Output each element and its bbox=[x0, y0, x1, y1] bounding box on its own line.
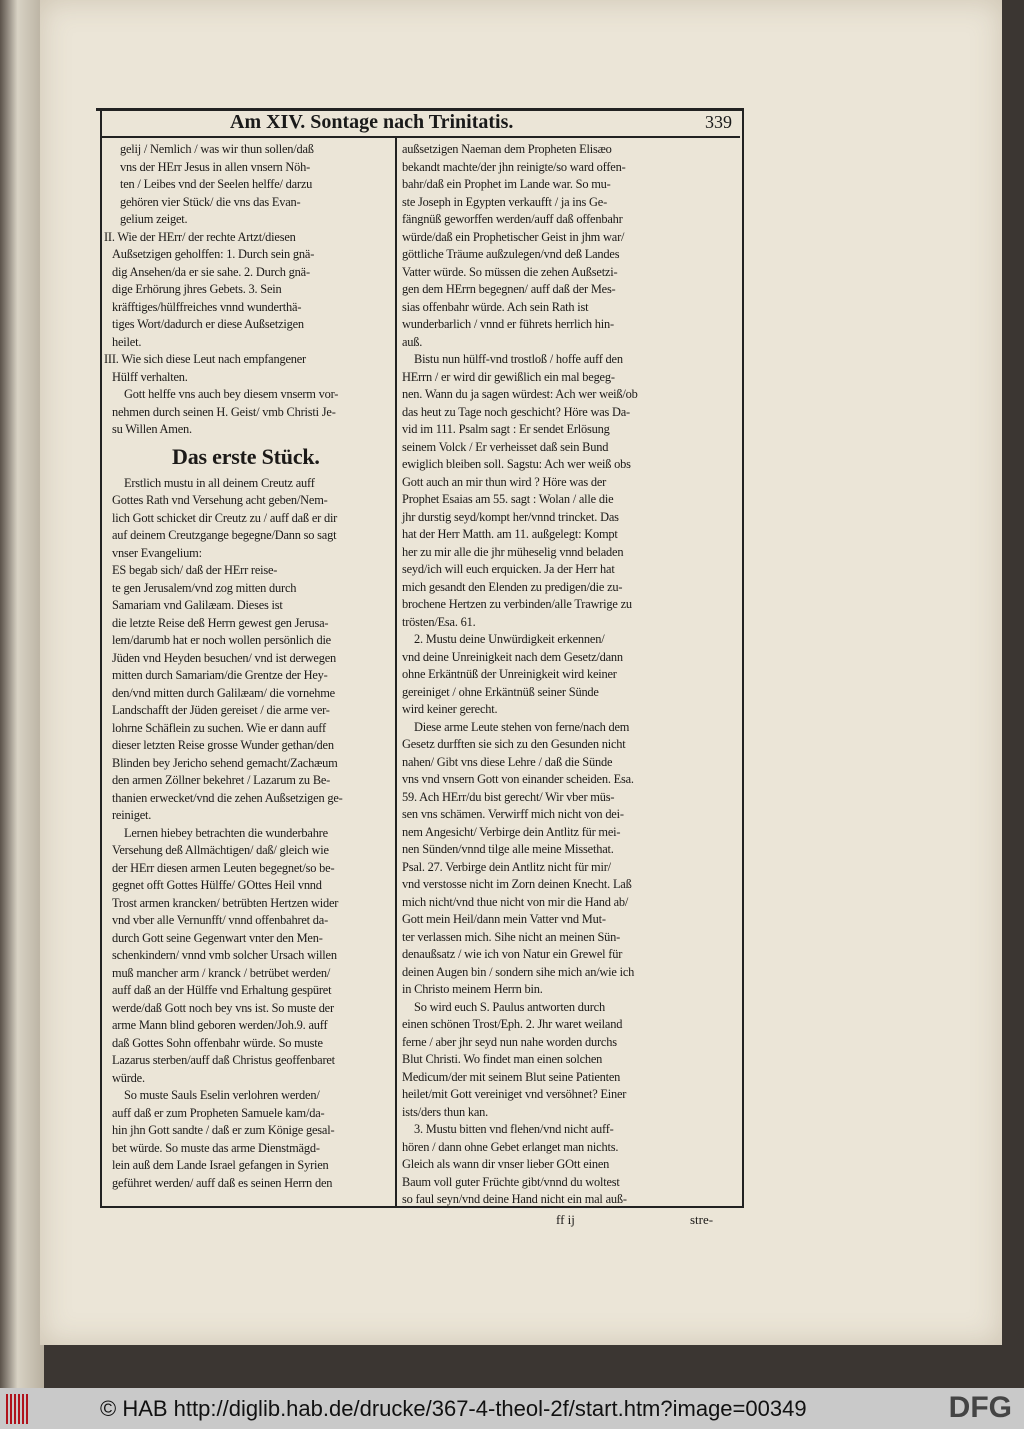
text-line: Medicum/der mit seinem Blut seine Patienten bbox=[402, 1069, 621, 1084]
text-line: Erstlich mustu in all deinem Creutz auff bbox=[124, 475, 315, 490]
text-line: mich gesandt den Elenden zu predigen/die zu- bbox=[402, 579, 623, 594]
text-line: 2. Mustu deine Unwürdigkeit erkennen/ bbox=[414, 632, 605, 646]
text-line: gen dem HErrn begegnen/ auff daß der Mes- bbox=[402, 282, 616, 296]
text-line: Gott mein Heil/dann mein Vatter vnd Mut- bbox=[402, 912, 606, 926]
text-line: ohne Erkäntnüß der Unreinigkeit wird keiner bbox=[402, 667, 617, 681]
text-line: wird keiner gerecht. bbox=[402, 702, 498, 716]
text-line: Prophet Esaias am 55. sagt : Wolan / alle die bbox=[402, 492, 614, 506]
text-line: Diese arme Leute stehen von ferne/nach dem bbox=[414, 719, 630, 734]
text-line: sen vns schämen. Verwirff mich nicht von dei- bbox=[402, 807, 624, 821]
text-line: werde/daß Gott noch bey vns ist. So muste der bbox=[112, 1000, 334, 1015]
text-line: dige Erhörung jhres Gebets. 3. Sein bbox=[112, 282, 282, 296]
text-line: ten / Leibes vnd der Seelen helffe/ darzu bbox=[120, 177, 313, 191]
text-line: hat der Herr Matth. am 11. außgelegt: Kompt bbox=[402, 527, 618, 541]
text-line: brochene Hertzen zu verbinden/alle Trawrige zu bbox=[402, 597, 632, 611]
right-column bbox=[402, 141, 736, 1209]
text-line: seinem Volck / Er verheisset daß sein Bund bbox=[402, 439, 609, 454]
text-line: so faul seyn/vnd deine Hand nicht ein mal auß- bbox=[402, 1192, 627, 1206]
text-line: nem Angesicht/ Verbirge dein Antlitz für mei- bbox=[402, 824, 621, 839]
text-line: fängnüß geworffen werden/auff daß offenbahr bbox=[402, 212, 623, 226]
text-line: vnd verstosse nicht im Zorn deinen Knecht. Laß bbox=[402, 877, 632, 891]
text-line: muß mancher arm / kranck / betrübet werden/ bbox=[112, 965, 331, 980]
catchword: stre- bbox=[690, 1212, 714, 1227]
text-line: Gott helffe vns auch bey diesem vnserm vor- bbox=[124, 387, 339, 401]
credit-bar bbox=[0, 1388, 1024, 1429]
text-line: die letzte Reise deß Herrn gewest gen Jerusa- bbox=[112, 615, 329, 630]
text-line: te gen Jerusalem/vnd zog mitten durch bbox=[112, 580, 297, 595]
text-line: bekandt machte/der jhn reinigte/so ward offen- bbox=[402, 159, 626, 174]
text-line: Samariam vnd Galilæam. Dieses ist bbox=[112, 598, 283, 612]
text-line: wunderbarlich / vnnd er führets herrlich hin- bbox=[402, 317, 614, 331]
text-line: lich Gott schicket dir Creutz zu / auff daß er dir bbox=[112, 510, 338, 525]
text-line: vnd vber alle Vernunfft/ vnnd offenbahret da- bbox=[112, 913, 329, 927]
text-line: außsetzigen Naeman dem Propheten Elisæo bbox=[402, 142, 612, 156]
text-line: Landschafft der Jüden gereiset / die arme ver- bbox=[112, 703, 330, 717]
text-line: denaußsatz / wie ich von Natur ein Grewel für bbox=[402, 947, 623, 961]
text-line: auß. bbox=[402, 334, 423, 349]
text-line: kräfftiges/hülffreiches vnnd wunderthä- bbox=[112, 299, 302, 314]
text-line: würde. bbox=[112, 1070, 145, 1085]
text-line: Das erste Stück. bbox=[172, 443, 320, 469]
text-line: lohrne Schäflein zu suchen. Wie er dann auff bbox=[112, 720, 326, 735]
text-line: So muste Sauls Eselin verlohren werden/ bbox=[124, 1088, 320, 1102]
text-line: thanien erwecket/vnd die zehen Außsetzigen ge- bbox=[112, 790, 343, 805]
text-line: Vatter würde. So müssen die zehen Außsetzi- bbox=[402, 264, 618, 279]
page-number: 339 bbox=[705, 112, 732, 132]
text-line: Trost armen krancken/ betrübten Hertzen wider bbox=[112, 895, 339, 910]
text-line: Blinden bey Jericho sehend gemacht/Zachæum bbox=[112, 755, 338, 770]
text-line: Versehung deß Allmächtigen/ daß/ gleich wie bbox=[112, 843, 329, 857]
text-line: in Christo meinem Herrn bin. bbox=[402, 982, 543, 996]
text-line: sias offenbahr würde. Ach sein Rath ist bbox=[402, 299, 589, 314]
text-line: Gleich als wann dir vnser lieber GOtt einen bbox=[402, 1157, 610, 1171]
text-line: seyd/ich will euch erquicken. Ja der Herr hat bbox=[402, 562, 615, 576]
text-line: gehören vier Stück/ die vns das Evan- bbox=[120, 194, 301, 209]
text-line: hören / dann ohne Gebet erlanget man nichts. bbox=[402, 1139, 619, 1154]
text-line: mich nicht/vnd thue nicht von mir die Hand ab/ bbox=[402, 894, 629, 909]
text-line: den armen Zöllner bekehret / Lazarum zu Be- bbox=[112, 773, 331, 787]
text-line: Lazarus sterben/auff daß Christus geoffenbaret bbox=[112, 1053, 335, 1067]
text-line: auff daß er zum Propheten Samuele kam/da- bbox=[112, 1105, 325, 1120]
text-line: So wird euch S. Paulus antworten durch bbox=[414, 999, 605, 1014]
text-line: vns vnd vnsern Gott von einander scheiden. Esa. bbox=[402, 772, 634, 786]
text-line: ES begab sich/ daß der HErr reise- bbox=[112, 563, 278, 577]
text-line: würde/daß ein Prophetischer Geist in jhm war/ bbox=[402, 229, 625, 244]
text-line: arme Mann blind geboren werden/Joh.9. auff bbox=[112, 1018, 328, 1032]
book-spine bbox=[0, 0, 44, 1388]
signature-mark: ff ij bbox=[556, 1212, 575, 1227]
text-line: schenkindern/ vnnd vmb solcher Ursach willen bbox=[112, 948, 337, 962]
text-line: heilet/mit Gott vereiniget vnd versöhnet? Einer bbox=[402, 1087, 627, 1101]
text-line: Blut Christi. Wo findet man einen solchen bbox=[402, 1052, 603, 1066]
text-line: ste Joseph in Egypten verkaufft / ja ins Ge- bbox=[402, 194, 608, 209]
running-title: Am XIV. Sontage nach Trinitatis. bbox=[230, 111, 514, 133]
text-line: durch Gott seine Gegenwart vnter den Men- bbox=[112, 930, 323, 945]
running-header bbox=[100, 110, 740, 138]
hab-logo bbox=[6, 1394, 28, 1424]
text-line: lein auß dem Lande Israel gefangen in Syrien bbox=[112, 1158, 329, 1172]
text-line: reiniget. bbox=[112, 808, 152, 822]
text-line: Hülff verhalten. bbox=[112, 369, 188, 384]
text-line: gegnet offt Gottes Hülffe/ GOttes Heil vnnd bbox=[112, 878, 322, 892]
left-column bbox=[104, 141, 390, 1192]
text-line: deinen Augen bin / sondern sihe mich an/wie ich bbox=[402, 964, 635, 979]
text-line: 59. Ach HErr/du bist gerecht/ Wir vber müs- bbox=[402, 789, 615, 804]
text-line: III. Wie sich diese Leut nach empfangener bbox=[104, 352, 306, 366]
text-line: Lernen hiebey betrachten die wunderbahre bbox=[124, 825, 328, 840]
text-line: gereiniget / ohne Erkäntnüß seiner Sünde bbox=[402, 684, 599, 699]
text-line: vnd deine Unreinigkeit nach dem Gesetz/dann bbox=[402, 649, 623, 664]
text-line: nehmen durch seinen H. Geist/ vmb Christi Je- bbox=[112, 404, 336, 419]
text-line: nahen/ Gibt vns diese Lehre / daß die Sünde bbox=[402, 754, 613, 769]
text-line: ists/ders thun kan. bbox=[402, 1104, 489, 1119]
text-line: heilet. bbox=[112, 334, 142, 349]
text-line: nen Sünden/vnnd tilge alle meine Missethat. bbox=[402, 842, 614, 856]
text-line: trösten/Esa. 61. bbox=[402, 614, 476, 629]
text-line: vid im 111. Psalm sagt : Er sendet Erlösung bbox=[402, 422, 610, 436]
text-line: hin jhn Gott sandte / daß er zum Könige gesal- bbox=[112, 1123, 335, 1137]
text-line: Bistu nun hülff-vnd trostloß / hoffe auff den bbox=[414, 352, 623, 366]
text-line: HErrn / er wird dir gewißlich ein mal begeg- bbox=[402, 369, 615, 384]
text-line: vns der HErr Jesus in allen vnsern Nöh- bbox=[120, 159, 311, 174]
text-line: nen. Wann du ja sagen würdest: Ach wer weiß/ob bbox=[402, 387, 638, 401]
credit-text[interactable]: © HAB http://diglib.hab.de/drucke/367-4-theol-2f/start.htm?image=00349 bbox=[100, 1396, 807, 1421]
text-line: mitten durch Samariam/die Grentze der Hey- bbox=[112, 668, 328, 682]
text-line: Gottes Rath vnd Versehung acht geben/Nem- bbox=[112, 493, 328, 507]
text-line: dieser letzten Reise grosse Wunder gethan/den bbox=[112, 738, 334, 752]
text-line: den/vnd mitten durch Galilæam/ die vornehme bbox=[112, 685, 335, 700]
text-line: ter verlassen mich. Sihe nicht an meinen Sün- bbox=[402, 929, 621, 944]
text-line: lem/darumb hat er noch wollen persönlich die bbox=[112, 633, 331, 647]
text-line: su Willen Amen. bbox=[112, 422, 192, 436]
column-divider bbox=[395, 138, 397, 1206]
text-line: das heut zu Tage noch geschicht? Höre was Da- bbox=[402, 404, 630, 419]
text-line: ferne / aber jhr seyd nun nahe worden durchs bbox=[402, 1034, 617, 1049]
text-line: Gott auch an mir thun wird ? Höre was der bbox=[402, 474, 607, 489]
dfg-logo: DFG bbox=[948, 1391, 1012, 1424]
text-line: daß Gottes Sohn offenbahr würde. So muste bbox=[112, 1035, 323, 1050]
text-line: der HErr diesen armen Leuten begegnet/so be- bbox=[112, 860, 335, 875]
text-line: auf deinem Creutzgange begegne/Dann so sagt bbox=[112, 528, 337, 542]
text-line: tiges Wort/dadurch er diese Außsetzigen bbox=[112, 317, 304, 331]
text-line: einen schönen Trost/Eph. 2. Jhr waret weiland bbox=[402, 1017, 623, 1031]
text-line: ewiglich bleiben soll. Sagstu: Ach wer weiß obs bbox=[402, 457, 631, 471]
text-line: bet würde. So muste das arme Dienstmägd- bbox=[112, 1140, 320, 1155]
text-line: jhr durstig seyd/kompt her/vnnd trincket. Das bbox=[402, 509, 619, 524]
text-line: gelij / Nemlich / was wir thun sollen/daß bbox=[120, 142, 314, 156]
text-line: Gesetz durfften sie sich zu den Gesunden nicht bbox=[402, 737, 626, 751]
text-line: vnser Evangelium: bbox=[112, 545, 202, 560]
text-line: bahr/daß ein Prophet im Lande war. So mu- bbox=[402, 177, 611, 191]
text-line: gelium zeiget. bbox=[120, 212, 188, 226]
text-line: göttliche Träume außzulegen/vnd deß Landes bbox=[402, 247, 620, 261]
text-line: her zu mir alle die jhr müheselig vnnd beladen bbox=[402, 544, 624, 559]
text-line: II. Wie der HErr/ der rechte Artzt/diesen bbox=[104, 229, 296, 244]
text-line: Psal. 27. Verbirge dein Antlitz nicht für mir/ bbox=[402, 859, 611, 874]
text-line: 3. Mustu bitten vnd flehen/vnd nicht auff- bbox=[414, 1122, 614, 1136]
text-line: Außsetzigen geholffen: 1. Durch sein gnä- bbox=[112, 247, 315, 261]
text-line: geführet werden/ auff daß es seinen Herrn den bbox=[112, 1175, 333, 1190]
text-line: Baum voll guter Früchte gibt/vnnd du woltest bbox=[402, 1174, 620, 1189]
text-line: Jüden vnd Heyden besuchen/ vnd ist derwegen bbox=[112, 650, 337, 665]
text-line: dig Ansehen/da er sie sahe. 2. Durch gnä- bbox=[112, 264, 310, 279]
text-line: auff daß an der Hülffe vnd Erhaltung gespüret bbox=[112, 983, 332, 997]
